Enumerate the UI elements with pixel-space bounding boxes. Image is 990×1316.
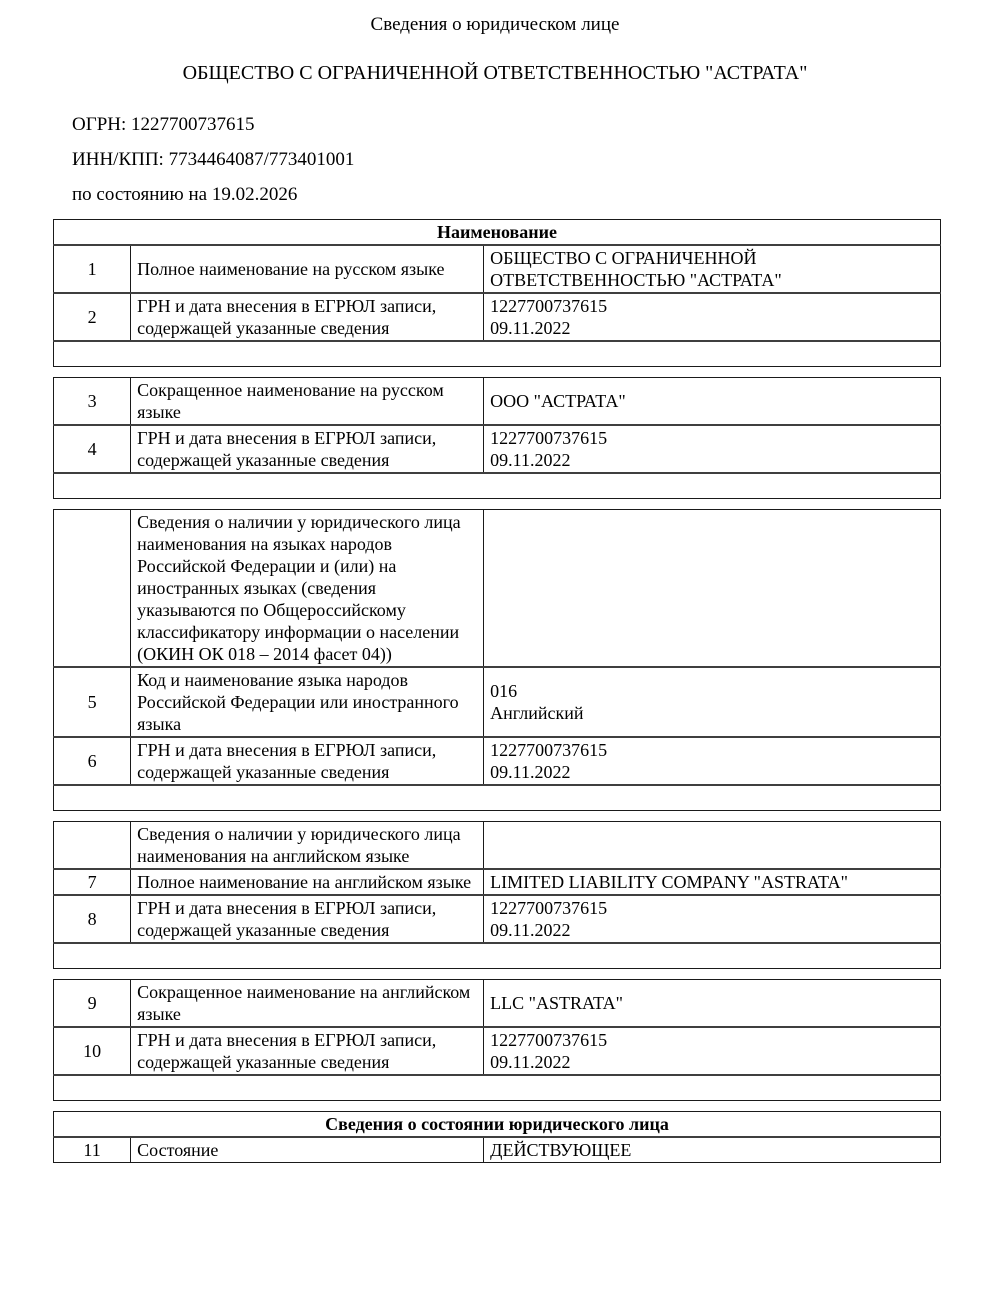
row-value-line: Английский — [490, 703, 584, 723]
row-value-line: 09.11.2022 — [490, 762, 571, 782]
section-table — [53, 509, 941, 811]
spacer-cell — [54, 943, 941, 969]
row-number-cell — [54, 510, 131, 668]
as-of-date-line: по состоянию на 19.02.2026 — [72, 184, 298, 205]
table-row — [54, 245, 941, 293]
section-header-row — [54, 1112, 941, 1138]
spacer-cell — [54, 1075, 941, 1101]
row-label-cell: Сокращенное наименование на русском языке — [131, 378, 484, 426]
row-value-cell — [484, 869, 941, 895]
row-label-cell: ГРН и дата внесения в ЕГРЮЛ записи, содержащей указанные сведения — [131, 895, 484, 943]
table-row — [54, 895, 941, 943]
row-number-cell: 10 — [54, 1027, 131, 1075]
spacer-cell — [54, 473, 941, 499]
table-row — [54, 869, 941, 895]
meta-block — [72, 114, 990, 206]
row-value-cell — [484, 822, 941, 870]
row-number-cell: 7 — [54, 869, 131, 895]
row-value-line: ДЕЙСТВУЮЩЕЕ — [490, 1140, 632, 1160]
spacer-row — [54, 785, 941, 811]
ogrn-line: ОГРН: 1227700737615 — [72, 114, 255, 135]
row-value-cell — [484, 980, 941, 1028]
row-number-cell: 5 — [54, 667, 131, 737]
row-value-cell — [484, 510, 941, 668]
row-value-line: 1227700737615 — [490, 296, 608, 316]
table-row — [54, 510, 941, 668]
row-number-cell: 8 — [54, 895, 131, 943]
table-row — [54, 1137, 941, 1163]
row-value-line: ООО "АСТРАТА" — [490, 391, 626, 411]
row-number-cell — [54, 822, 131, 870]
inn-kpp-line: ИНН/КПП: 7734464087/773401001 — [72, 149, 355, 170]
table-row — [54, 293, 941, 341]
row-value-cell — [484, 425, 941, 473]
row-value-line: ОБЩЕСТВО С ОГРАНИЧЕННОЙ ОТВЕТСТВЕННОСТЬЮ "АСТРАТА" — [490, 248, 782, 290]
row-number-cell: 4 — [54, 425, 131, 473]
row-value-cell — [484, 293, 941, 341]
document-title: Сведения о юридическом лице — [370, 14, 620, 35]
row-value-line: 1227700737615 — [490, 898, 608, 918]
row-label-cell: Полное наименование на русском языке — [131, 245, 484, 293]
spacer-cell — [54, 341, 941, 367]
row-label-cell: Код и наименование языка народов Российской Федерации или иностранного языка — [131, 667, 484, 737]
row-value-cell — [484, 895, 941, 943]
spacer-row — [54, 341, 941, 367]
section-table — [53, 979, 941, 1101]
row-number-cell: 9 — [54, 980, 131, 1028]
row-value-line: LIMITED LIABILITY COMPANY "ASTRATA" — [490, 872, 848, 892]
table-row — [54, 980, 941, 1028]
row-label-cell: ГРН и дата внесения в ЕГРЮЛ записи, содержащей указанные сведения — [131, 737, 484, 785]
row-label-cell: Сокращенное наименование на английском языке — [131, 980, 484, 1028]
row-number-cell: 1 — [54, 245, 131, 293]
table-row — [54, 425, 941, 473]
row-label-cell: Полное наименование на английском языке — [131, 869, 484, 895]
section-header-row — [54, 220, 941, 246]
row-value-line: 09.11.2022 — [490, 318, 571, 338]
spacer-row — [54, 473, 941, 499]
section-table — [53, 1111, 941, 1163]
row-value-line: 09.11.2022 — [490, 1052, 571, 1072]
info-tables — [53, 219, 941, 1163]
row-label-cell: ГРН и дата внесения в ЕГРЮЛ записи, содержащей указанные сведения — [131, 1027, 484, 1075]
table-row — [54, 1027, 941, 1075]
row-number-cell: 6 — [54, 737, 131, 785]
row-value-cell — [484, 737, 941, 785]
row-number-cell: 11 — [54, 1137, 131, 1163]
section-header-cell: Сведения о состоянии юридического лица — [54, 1112, 941, 1138]
spacer-row — [54, 1075, 941, 1101]
row-value-line: 09.11.2022 — [490, 920, 571, 940]
row-label-cell: ГРН и дата внесения в ЕГРЮЛ записи, содержащей указанные сведения — [131, 293, 484, 341]
row-value-line: 09.11.2022 — [490, 450, 571, 470]
section-table — [53, 219, 941, 367]
row-value-line: 1227700737615 — [490, 428, 608, 448]
row-number-cell: 2 — [54, 293, 131, 341]
section-table — [53, 377, 941, 499]
row-value-cell — [484, 1137, 941, 1163]
row-value-cell — [484, 245, 941, 293]
table-row — [54, 737, 941, 785]
row-value-cell — [484, 378, 941, 426]
row-label-cell: Сведения о наличии у юридического лица наименования на языках народов Российской Федерации и (или) на иностранных языках (сведения указываются по Общероссийскому классификатору информации о населении (ОКИН ОК 018 – 2014 фасет 04)) — [131, 510, 484, 668]
row-number-cell: 3 — [54, 378, 131, 426]
row-value-line: LLC "ASTRATA" — [490, 993, 623, 1013]
spacer-cell — [54, 785, 941, 811]
section-header-cell: Наименование — [54, 220, 941, 246]
table-row — [54, 667, 941, 737]
row-value-cell — [484, 667, 941, 737]
row-value-cell — [484, 1027, 941, 1075]
company-name: ОБЩЕСТВО С ОГРАНИЧЕННОЙ ОТВЕТСТВЕННОСТЬЮ "АСТРАТА" — [182, 62, 808, 84]
row-label-cell: Состояние — [131, 1137, 484, 1163]
row-value-line: 016 — [490, 681, 518, 701]
table-row — [54, 378, 941, 426]
table-row — [54, 822, 941, 870]
spacer-row — [54, 943, 941, 969]
row-value-line: 1227700737615 — [490, 1030, 608, 1050]
row-value-line: 1227700737615 — [490, 740, 608, 760]
row-label-cell: Сведения о наличии у юридического лица наименования на английском языке — [131, 822, 484, 870]
row-label-cell: ГРН и дата внесения в ЕГРЮЛ записи, содержащей указанные сведения — [131, 425, 484, 473]
section-table — [53, 821, 941, 969]
